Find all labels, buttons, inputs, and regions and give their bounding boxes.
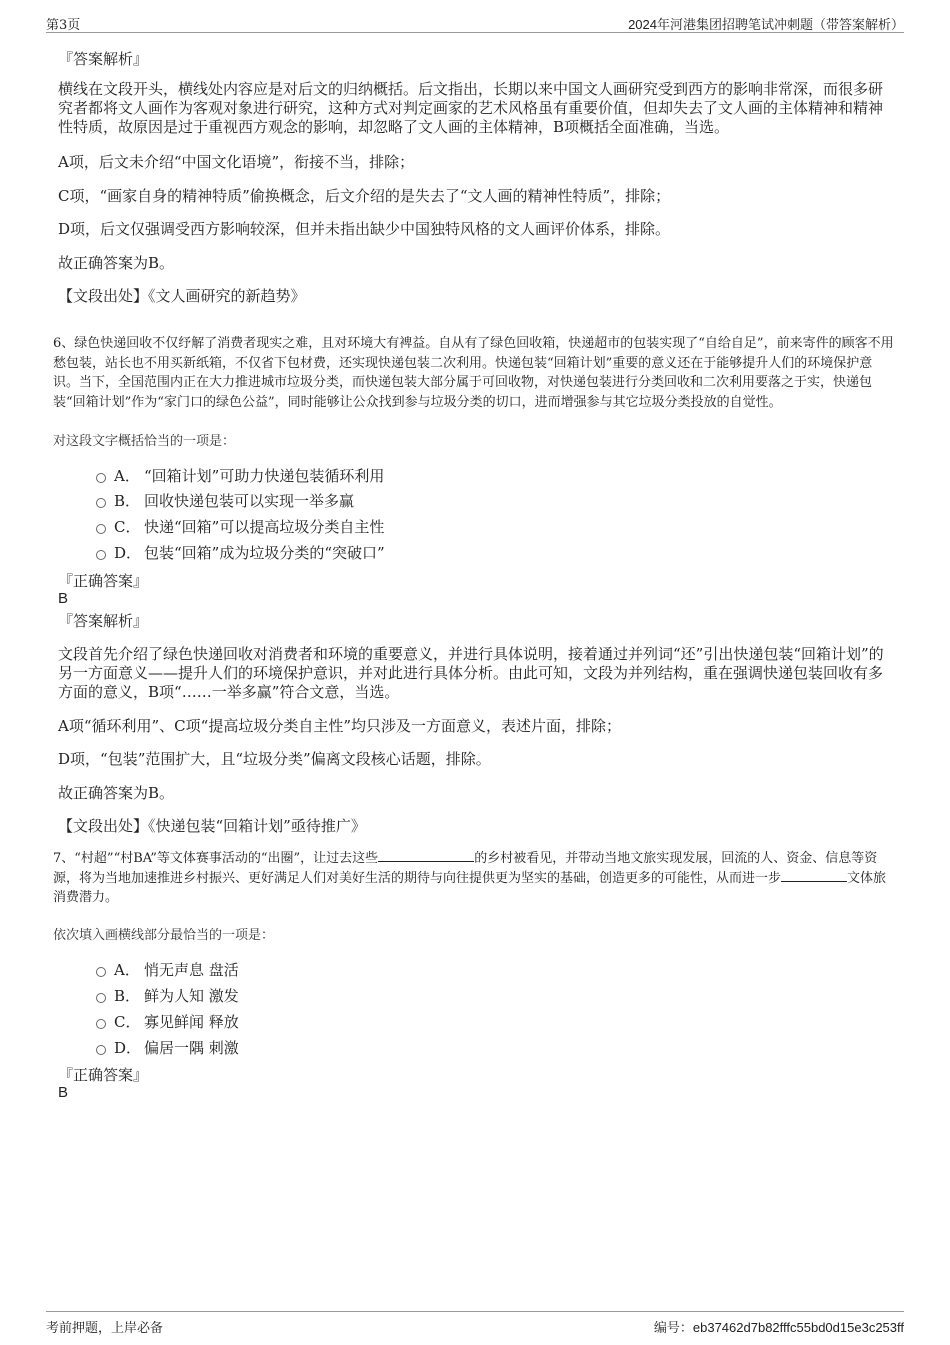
radio-button[interactable] [96, 967, 106, 977]
question-7-prompt: 依次填入画横线部分最恰当的一项是： [53, 928, 275, 943]
radio-button[interactable] [96, 1019, 106, 1029]
analysis-line-d: D项，后文仅强调受西方影响较深，但并未指出缺少中国独特风格的文人画评价体系，排除。 [58, 220, 671, 238]
q6-option-b[interactable]: B． 回收快递包装可以实现一举多赢 [96, 490, 354, 510]
q7-correct-tag: 『正确答案』 [58, 1066, 149, 1084]
q7-option-b[interactable]: B． 鲜为人知 激发 [96, 985, 239, 1005]
analysis-text: 横线在文段开头，横线处内容应是对后文的归纳概括。后文指出，长期以来中国文人画研究受到西方的影响非常深，而很多研究者都将文人画作为客观对象进行研究，这种方式对判定画家的艺术风格虽有重要价值，但却失去了文人画的主体精神和精神性特质，故原因是过于重视西方观念的影响，却忽略了文人画的主体精神，B项概括全面准确，当选。 [58, 80, 884, 136]
analysis-line-c: C项，“画家自身的精神特质”偷换概念，后文介绍的是失去了“文人画的精神性特质”，排除； [58, 187, 671, 205]
analysis-line-a: A项，后文未介绍“中国文化语境”，衔接不当，排除； [58, 153, 415, 171]
question-7-text: 7、“村超”“村BA”等文体赛事活动的“出圈”，让过去这些 的乡村被看见，并带动当地文旅实现发展，回流的人、资金、信息等资源，将为当地加速推进乡村振兴、更好满足人们对美好生活的期待与向往提供更为坚实的基础，创造更多的可能性，从而进一步 文体旅消费潜力。 [53, 851, 887, 905]
page-footer [46, 1311, 904, 1336]
radio-button[interactable] [96, 473, 106, 483]
q6-correct-answer: B [58, 590, 69, 607]
blank-2[interactable] [781, 869, 847, 882]
q6-analysis-text: 文段首先介绍了绿色快递回收对消费者和环境的重要意义，并进行具体说明，接着通过并列词“还”引出快递包装“回箱计划”的另一方面意义——提升人们的环境保护意识，并对此进行具体分析。由此可知，文段为并列结构，重在强调快递包装回收有多方面的意义，B项“……一举多赢”符合文意，当选。 [58, 645, 884, 701]
blank-1[interactable] [378, 849, 474, 862]
q7-option-d[interactable]: D． 偏居一隅 刺激 [96, 1037, 239, 1057]
footer-slogan: 考前押题，上岸必备 [46, 1321, 164, 1336]
document-id: 编号：eb37462d7b82fffc55bd0d15e3c253ff [653, 1320, 904, 1335]
radio-button[interactable] [96, 524, 106, 534]
q6-option-a[interactable]: A． “回箱计划”可助力快递包装循环利用 [96, 465, 384, 485]
q7-option-a[interactable]: A． 悄无声息 盘活 [96, 959, 239, 979]
question-6-text: 6、绿色快递回收不仅纾解了消费者现实之难，且对环境大有裨益。自从有了绿色回收箱，快递超市的包装实现了“自给自足”，前来寄件的顾客不用愁包装，站长也不用买新纸箱，不仅省下包材费，还实现快递包装二次利用。快递包装“回箱计划”重要的意义还在于能够提升人们的环境保护意识。当下，全国范围内正在大力推进城市垃圾分类，而快递包装大部分属于可回收物，对快递包装进行分类回收和二次利用要落之于实，快递包装“回箱计划”作为“家门口的绿色公益”，同时能够让公众找到参与垃圾分类的切口，进而增强参与其它垃圾分类投放的自觉性。 [53, 336, 894, 410]
q6-option-c[interactable]: C． 快递“回箱”可以提高垃圾分类自主性 [96, 516, 384, 536]
source: 【文段出处】《文人画研究的新趋势》 [58, 287, 306, 305]
q6-analysis-line-d: D项，“包装”范围扩大，且“垃圾分类”偏离文段核心话题，排除。 [58, 750, 491, 768]
question-6-prompt: 对这段文字概括恰当的一项是： [53, 434, 236, 449]
q6-analysis-tag: 『答案解析』 [58, 612, 149, 630]
q7-option-c[interactable]: C． 寡见鲜闻 释放 [96, 1011, 239, 1031]
document-title: 2024年河港集团招聘笔试冲刺题（带答案解析） [628, 17, 904, 32]
q6-analysis-line-ac: A项“循环利用”、C项“提高垃圾分类自主性”均只涉及一方面意义，表述片面，排除； [58, 717, 621, 735]
radio-button[interactable] [96, 993, 106, 1003]
page-number: 第3页 [46, 18, 81, 33]
q7-correct-answer: B [58, 1084, 69, 1101]
radio-button[interactable] [96, 498, 106, 508]
radio-button[interactable] [96, 1045, 106, 1055]
q6-option-d[interactable]: D． 包装“回箱”成为垃圾分类的“突破口” [96, 542, 385, 562]
conclusion: 故正确答案为B。 [58, 254, 175, 272]
q6-conclusion: 故正确答案为B。 [58, 784, 175, 802]
q6-correct-tag: 『正确答案』 [58, 572, 149, 590]
analysis-tag: 『答案解析』 [58, 50, 149, 68]
page-header [46, 10, 904, 33]
radio-button[interactable] [96, 550, 106, 560]
q6-source: 【文段出处】《快递包装“回箱计划”亟待推广》 [58, 817, 366, 835]
